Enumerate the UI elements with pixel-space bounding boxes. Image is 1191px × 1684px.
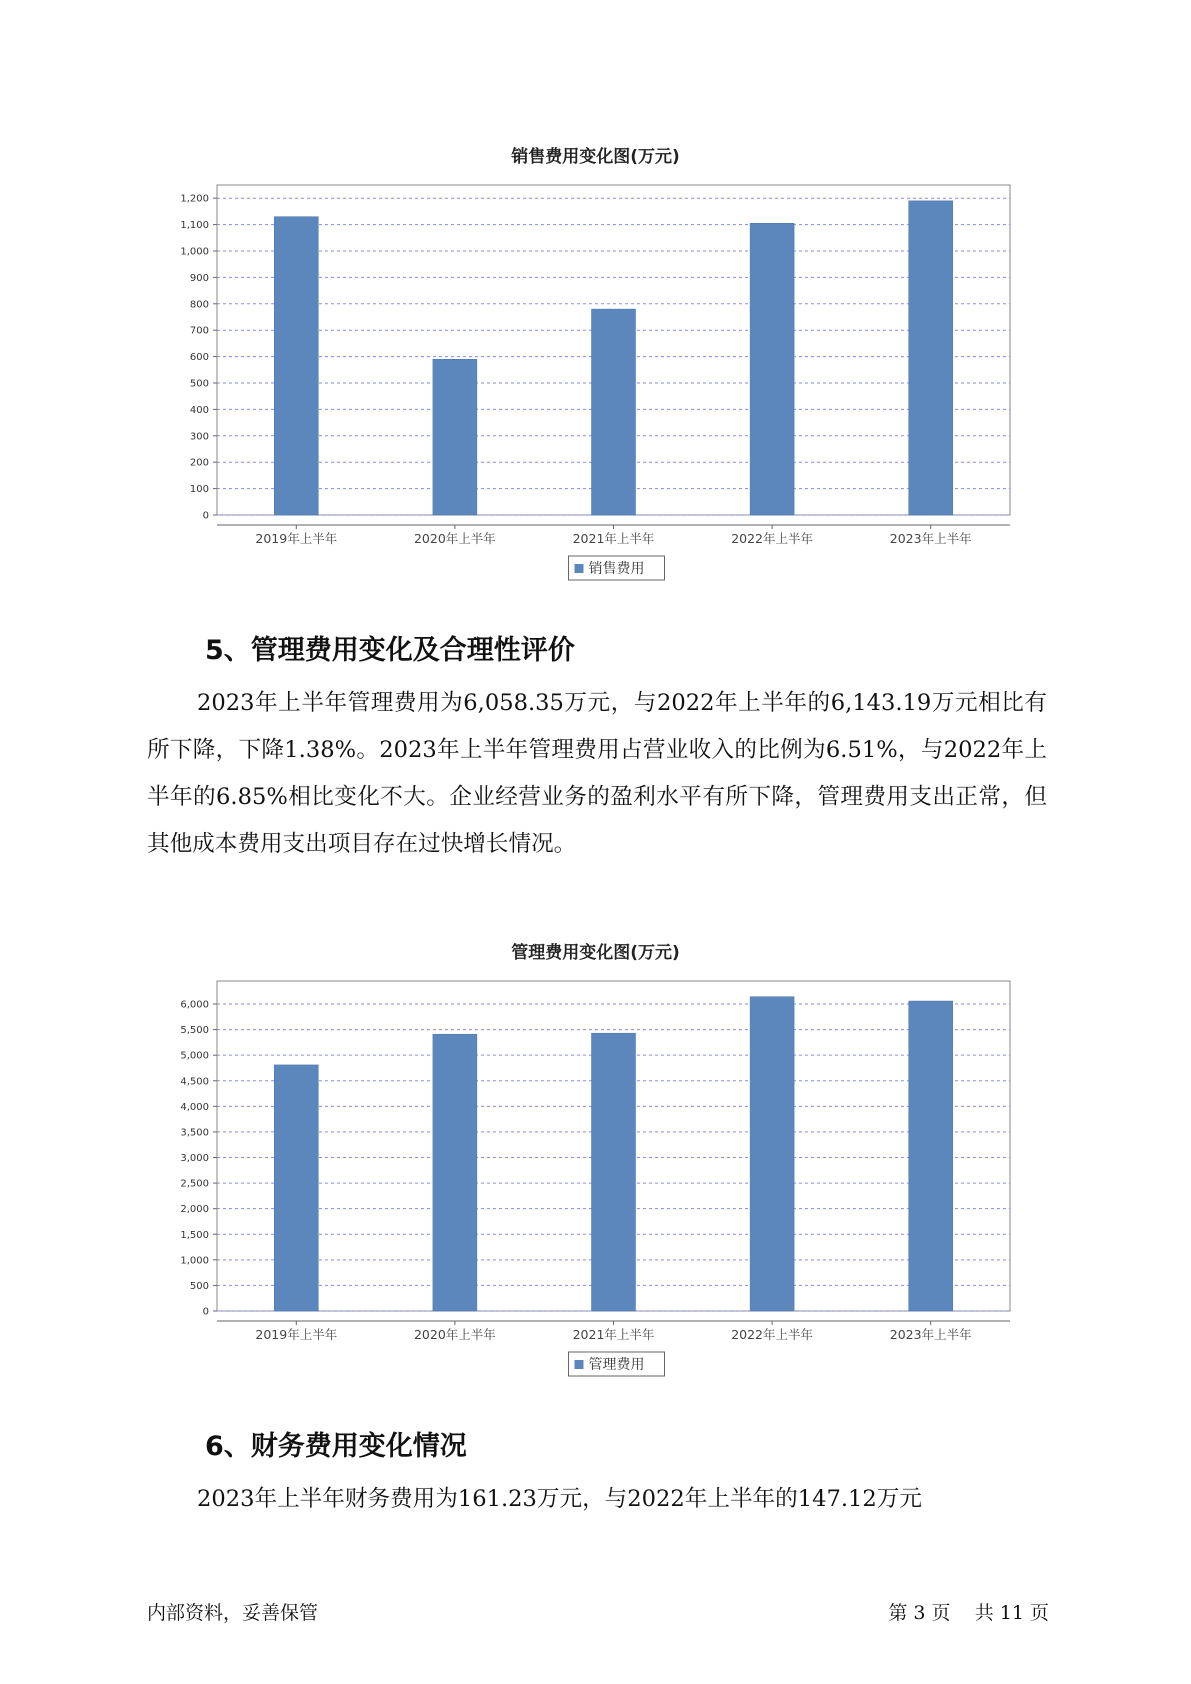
y-tick-label: 2,500: [180, 1178, 209, 1190]
y-tick-label: 500: [189, 378, 209, 390]
y-tick-label: 4,000: [180, 1101, 209, 1113]
y-tick-label: 1,100: [180, 220, 209, 232]
y-tick-label: 3,500: [180, 1127, 209, 1139]
sales-expense-chart: [0, 170, 1191, 610]
x-tick-label: 2020年上半年: [413, 531, 496, 546]
admin-expense-chart: [0, 966, 1191, 1406]
legend-label: 销售费用: [588, 561, 645, 577]
bar-2022年上半年: [750, 223, 794, 515]
footer-page-info: [888, 1598, 1049, 1625]
y-tick-label: 1,000: [180, 1255, 209, 1267]
footer-total-pages: 共 11 页: [974, 1602, 1049, 1624]
y-tick-label: 600: [189, 352, 209, 364]
legend: [569, 556, 665, 580]
y-tick-label: 0: [202, 1306, 209, 1318]
y-tick-label: 6,000: [180, 999, 209, 1011]
sales-expense-chart-title: 销售费用变化图(万元): [511, 147, 680, 167]
x-tick-label: 2022年上半年: [731, 531, 814, 546]
y-tick-label: 3,000: [180, 1153, 209, 1165]
section5-heading: 5、管理费用变化及合理性评价: [205, 635, 575, 666]
y-tick-label: 700: [189, 325, 209, 337]
x-tick-label: 2021年上半年: [572, 531, 655, 546]
footer-confidential-note: 内部资料，妥善保管: [147, 1602, 319, 1624]
x-tick-label: 2019年上半年: [255, 1327, 338, 1342]
bar-2021年上半年: [592, 1033, 636, 1311]
y-tick-label: 5,500: [180, 1025, 209, 1037]
y-tick-label: 300: [189, 431, 209, 443]
bar-2021年上半年: [592, 309, 636, 515]
bar-2020年上半年: [433, 1034, 477, 1311]
x-tick-label: 2023年上半年: [889, 531, 972, 546]
x-tick-label: 2023年上半年: [889, 1327, 972, 1342]
y-tick-label: 400: [189, 404, 209, 416]
y-tick-label: 900: [189, 272, 209, 284]
y-tick-label: 4,500: [180, 1076, 209, 1088]
y-tick-label: 1,000: [180, 246, 209, 258]
x-tick-label: 2020年上半年: [413, 1327, 496, 1342]
legend: [569, 1352, 665, 1376]
y-tick-label: 500: [189, 1280, 209, 1292]
section6-paragraph: 2023年上半年财务费用为161.23万元，与2022年上半年的147.12万元: [197, 1486, 922, 1512]
x-tick-label: 2019年上半年: [255, 531, 338, 546]
footer-page-number: 第 3 页: [888, 1602, 951, 1624]
y-tick-label: 5,000: [180, 1050, 209, 1062]
bar-2023年上半年: [909, 201, 953, 515]
bar-2022年上半年: [750, 997, 794, 1311]
section6-heading: 6、财务费用变化情况: [205, 1431, 467, 1462]
bar-2020年上半年: [433, 359, 477, 515]
bar-2023年上半年: [909, 1001, 953, 1311]
y-tick-label: 1,500: [180, 1229, 209, 1241]
y-tick-label: 2,000: [180, 1204, 209, 1216]
admin-expense-chart-title: 管理费用变化图(万元): [511, 943, 680, 963]
y-tick-label: 0: [202, 510, 209, 522]
y-tick-label: 100: [189, 484, 209, 496]
y-tick-label: 1,200: [180, 193, 209, 205]
legend-swatch: [575, 1360, 584, 1369]
bar-2019年上半年: [274, 217, 318, 515]
legend-label: 管理费用: [588, 1357, 645, 1373]
x-tick-label: 2021年上半年: [572, 1327, 655, 1342]
legend-swatch: [575, 564, 584, 573]
bar-2019年上半年: [274, 1065, 318, 1311]
x-tick-label: 2022年上半年: [731, 1327, 814, 1342]
section5-paragraph: 2023年上半年管理费用为6,058.35万元，与2022年上半年的6,143.19万元相比有所下降，下降1.38%。2023年上半年管理费用占营业收入的比例为6.51%，与2022年上半年的6.85%相比变化不大。企业经营业务的盈利水平有所下降，管理费用支出正常，但其他成本费用支出项目存在过快增长情况。: [147, 690, 1047, 857]
y-tick-label: 200: [189, 457, 209, 469]
y-tick-label: 800: [189, 299, 209, 311]
